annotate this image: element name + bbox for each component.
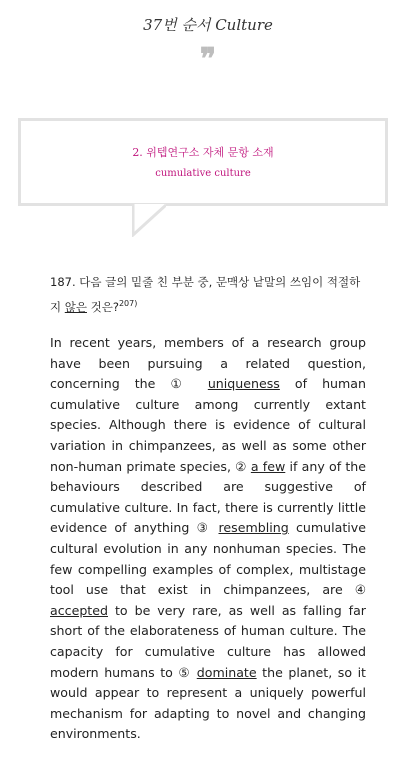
question-underlined-word: 않은 — [64, 299, 87, 314]
quote-mark-icon: ❞ — [199, 42, 217, 77]
underlined-choice-2: a few — [250, 458, 286, 474]
passage-segment: cumulative cultural evolution in any nonhuman species. The few compelling examples of complex, multistage tool use that exist in chimpanzees, are ④ — [50, 520, 366, 598]
callout-subtitle: cumulative culture — [155, 168, 251, 179]
underlined-choice-1: uniqueness — [207, 376, 280, 392]
underlined-choice-5: dominate — [196, 664, 257, 680]
passage-segment: In recent years, members of a research group have been pursuing a related question, concerning the ① — [50, 335, 366, 392]
callout-title: 2. 위텝연구소 자체 문항 소재 — [132, 146, 274, 159]
callout-tail-icon — [132, 203, 166, 237]
underlined-choice-3: resembling — [218, 520, 289, 536]
reading-passage — [50, 333, 366, 745]
page-title: 37번 순서 Culture — [143, 16, 273, 34]
underlined-choice-4: accepted — [50, 602, 108, 618]
passage-segment: if any of the behaviours described are suggestive of cumulative culture. In fact, there is currently little evidence of anything ③ — [50, 458, 367, 536]
question-ending: 것은? — [86, 299, 119, 314]
passage-segment: the planet, so it would appear to represent a uniquely powerful mechanism for adapting to novel and changing environments. — [50, 664, 366, 742]
callout-box — [18, 118, 388, 206]
question-text — [50, 272, 368, 318]
question-footnote: 207) — [118, 299, 138, 308]
passage-segment: of human cumulative culture among currently extant species. Although there is evidence of cultural variation in chimpanzees, as well as some other non-human primate species, ② — [50, 376, 367, 474]
passage-segment: to be very rare, as well as falling far short of the elaborateness of human culture. The capacity for cumulative culture has allowed modern humans to ⑤ — [50, 602, 366, 680]
question-body: 187. 다음 글의 밑줄 친 부분 중, 문맥상 낱말의 쓰임이 적절하지 — [50, 275, 361, 314]
